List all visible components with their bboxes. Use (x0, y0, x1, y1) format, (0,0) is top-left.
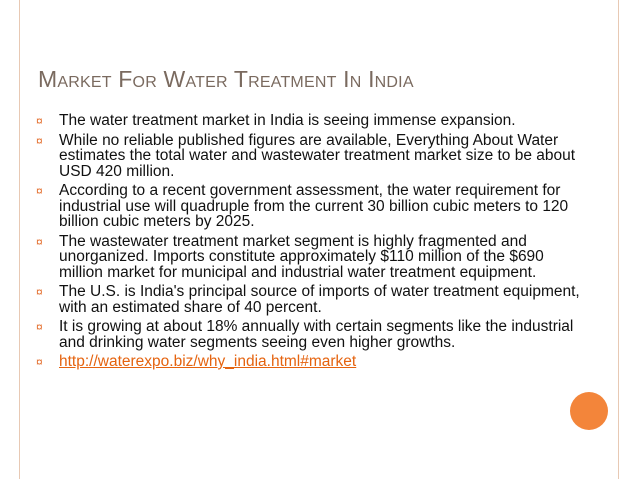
bullet-item (36, 183, 581, 230)
bullet-item (36, 284, 581, 315)
bullet-text: The U.S. is India's principal source of imports of water treatment equipment, with an estimated share of 40 percent. (59, 283, 580, 316)
bullet-item (36, 319, 581, 350)
bullet-list (36, 113, 581, 374)
bullet-text: While no reliable published figures are available, Everything About Water estimates the total water and wastewater treatment market size to be about USD 420 million. (59, 131, 576, 180)
slide-title: Market For Water Treatment In India (38, 66, 414, 92)
bullet-item (36, 133, 581, 180)
bullet-text: The water treatment market in India is seeing immense expansion. (59, 112, 516, 129)
bullet-item-link (36, 354, 581, 370)
bullet-icon: ¤ (36, 114, 43, 128)
accent-circle (570, 392, 608, 430)
bullet-icon: ¤ (36, 133, 43, 148)
source-link[interactable]: http://waterexpo.biz/why_india.html#market (59, 353, 357, 370)
bullet-icon: ¤ (36, 234, 43, 249)
bullet-text: According to a recent government assessment, the water requirement for industrial use will quadruple from the current 30 billion cubic meters to 120 billion cubic meters by 2025. (59, 182, 569, 230)
bullet-item (36, 234, 581, 281)
bullet-icon: ¤ (36, 355, 43, 369)
bullet-text: The wastewater treatment market segment is highly fragmented and unorganized. Imports constitute approximately $110 million of the $690 million market for municipal and industrial water treatment equipment. (59, 232, 544, 281)
bullet-icon: ¤ (36, 285, 43, 299)
bullet-icon: ¤ (36, 320, 43, 334)
bullet-item (36, 113, 581, 129)
bullet-text: It is growing at about 18% annually with certain segments like the industrial and drinking water segments seeing even higher growths. (59, 318, 574, 351)
bullet-icon: ¤ (36, 184, 43, 198)
